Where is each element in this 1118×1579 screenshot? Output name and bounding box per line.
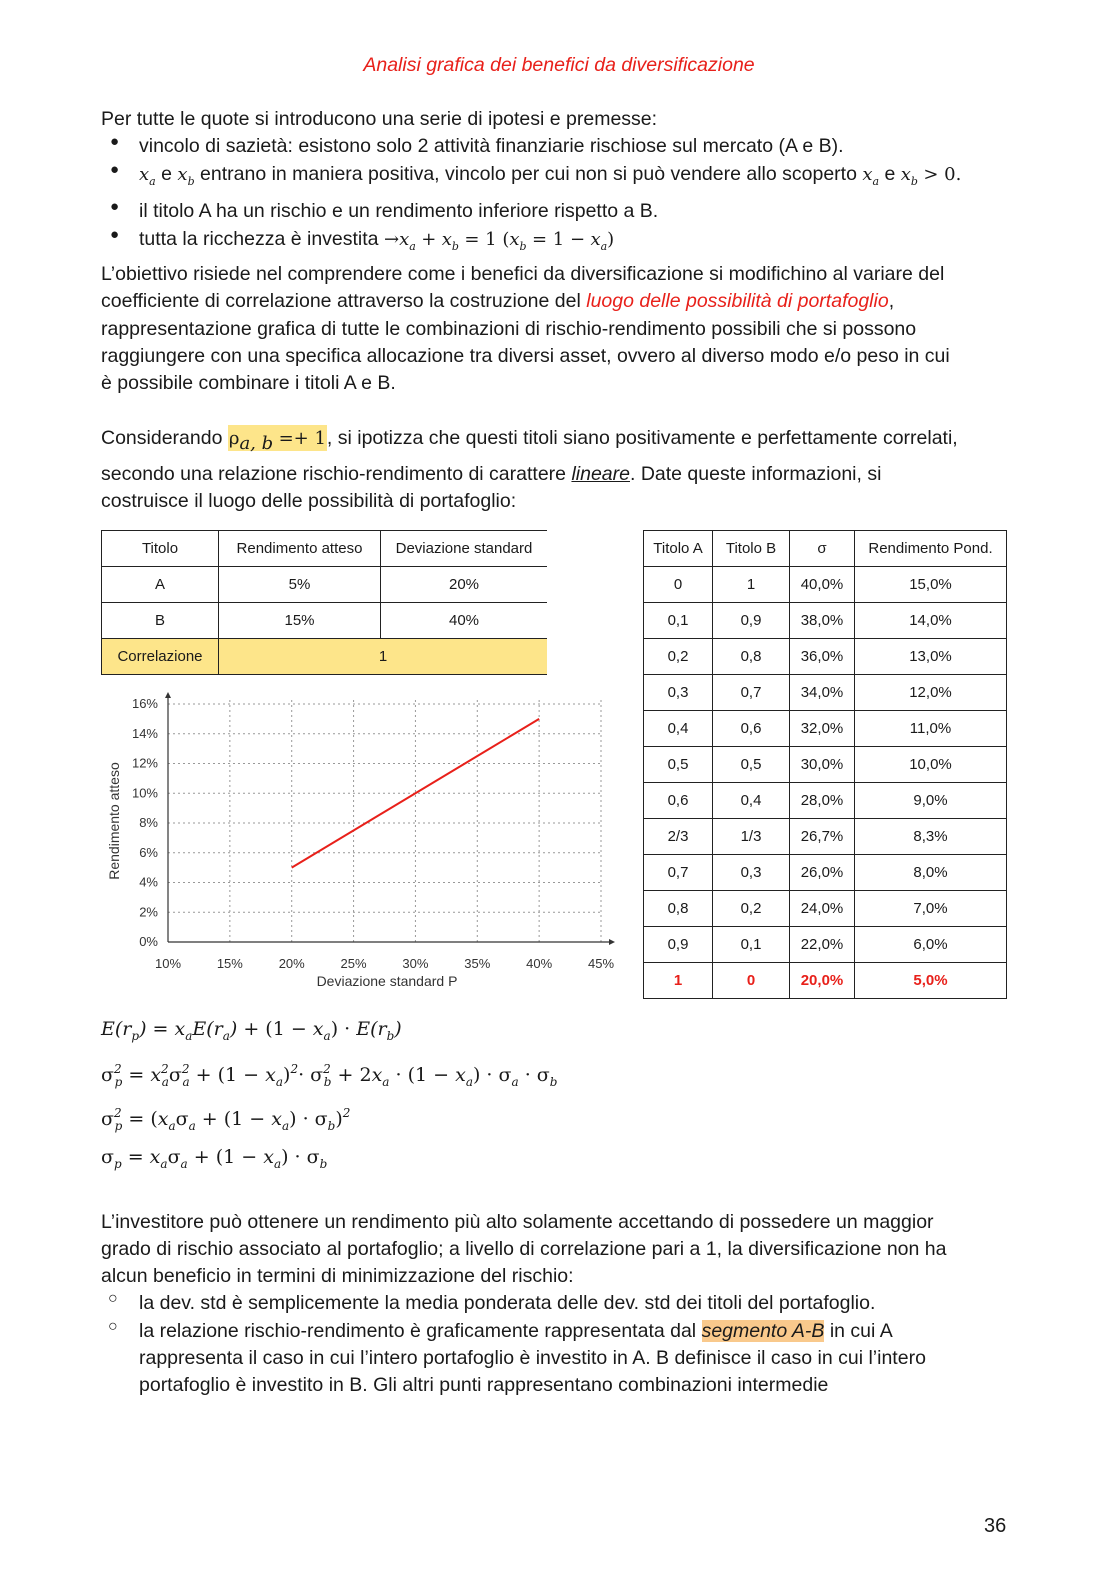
table-cell: 0,3 [713, 855, 790, 891]
para2-line2 [101, 461, 881, 488]
table-cell: 0,7 [713, 675, 790, 711]
table-cell: 28,0% [790, 783, 855, 819]
equation-variance: $\sigma^2_p = x^2_a\sigma^2_a + (1 - x_a)^2\cdot \sigma^2_b + 2x_a \cdot (1 - x_a) \cdot \sigma_a \cdot \sigma_b$ [101, 1062, 558, 1089]
chart-grid [168, 700, 601, 942]
table-header: Titolo [102, 531, 219, 567]
table-cell: 2/3 [644, 819, 713, 855]
table-cell: 30,0% [790, 747, 855, 783]
equation-variance-simplified: $\sigma^2_p = (x_a\sigma_a + (1 - x_a) \cdot \sigma_b)^2$ [101, 1106, 351, 1133]
bullet-dot: ● [110, 161, 120, 178]
table-cell: 34,0% [790, 675, 855, 711]
y-tick-label: 10% [131, 785, 158, 801]
sub-bullet-2-line3: portafoglio è investito in B. Gli altri punti rappresentano combinazioni intermedie [139, 1374, 829, 1396]
y-axis-arrow [165, 692, 171, 698]
y-tick-label: 0% [139, 934, 158, 949]
table-header: Rendimento atteso [219, 531, 381, 567]
table-cell: 1 [713, 567, 790, 603]
table-row [644, 891, 1007, 927]
bullet-dot: ● [110, 133, 120, 150]
x-axis-arrow [609, 939, 615, 945]
table-header: Rendimento Pond. [855, 531, 1007, 567]
x-tick-label: 35% [464, 956, 491, 971]
correlation-label: Correlazione [102, 639, 219, 675]
bullet-circle: ○ [108, 1318, 118, 1335]
page-number: 36 [984, 1515, 1007, 1537]
table-cell: 40% [381, 603, 548, 639]
para1-line5: è possibile combinare i titoli A e B. [101, 372, 396, 394]
para2-line1-b: , si ipotizza che questi titoli siano positivamente e perfettamente correlati, [326, 427, 958, 449]
table-cell: A [102, 567, 219, 603]
bullet-dot: ● [110, 198, 120, 215]
table-cell: 0,6 [713, 711, 790, 747]
luogo-link: luogo delle possibilità di portafoglio [586, 290, 889, 312]
table-cell: 0,7 [644, 855, 713, 891]
para1-line4: raggiungere con una specifica allocazione tra diversi asset, ovvero al diverso modo e/o peso in cui [101, 345, 950, 367]
table-cell: 10,0% [855, 747, 1007, 783]
chart-axes [165, 692, 615, 945]
correlation-value: 1 [219, 639, 548, 675]
table-cell: 11,0% [855, 711, 1007, 747]
table-cell: 1/3 [713, 819, 790, 855]
table-row [644, 783, 1007, 819]
table-row [644, 855, 1007, 891]
table-cell: 0,1 [713, 927, 790, 963]
table-row [644, 963, 1007, 999]
para2-line2-a: secondo una relazione rischio-rendimento di carattere [101, 463, 572, 485]
y-tick-label: 6% [139, 844, 158, 860]
y-tick-label: 16% [131, 696, 158, 711]
table-row [644, 567, 1007, 603]
table-cell: 20,0% [790, 963, 855, 999]
rho-formula: $\rho_{a, b} =+ 1$ [228, 425, 327, 451]
lineare-text: lineare [571, 463, 630, 485]
table-header: Deviazione standard [381, 531, 548, 567]
sub-bullet-2-c: in cui A [824, 1320, 893, 1342]
para1-line1: L’obiettivo risiede nel comprendere come i benefici da diversificazione si modifichino al variare del [101, 263, 945, 285]
table-cell: 0,9 [644, 927, 713, 963]
table-row [644, 675, 1007, 711]
table-row [102, 603, 548, 639]
x-tick-label: 30% [402, 956, 429, 971]
table-cell: 5% [219, 567, 381, 603]
table-cell: 0,5 [644, 747, 713, 783]
portfolio-table [643, 530, 1007, 999]
chart-ticks [132, 696, 614, 971]
table-cell: 0,6 [644, 783, 713, 819]
table-row [644, 747, 1007, 783]
y-tick-label: 2% [139, 904, 158, 920]
assets-table [101, 530, 547, 675]
x-tick-label: 10% [154, 956, 182, 971]
table-cell: 9,0% [855, 783, 1007, 819]
table-cell: 14,0% [855, 603, 1007, 639]
para2-line2-c: . Date queste informazioni, si [629, 463, 882, 485]
table-header: Titolo A [644, 531, 713, 567]
table-cell: 1 [644, 963, 713, 999]
table-cell: 22,0% [790, 927, 855, 963]
para2-line3: costruisce il luogo delle possibilità di portafoglio: [101, 490, 517, 512]
table-cell: 0,9 [713, 603, 790, 639]
table-cell: 0,2 [644, 639, 713, 675]
y-tick-label: 8% [139, 815, 158, 830]
table-row [644, 711, 1007, 747]
bullet-2-text: entrano in maniera positiva, vincolo per cui non si può vendere allo scoperto [200, 163, 857, 185]
table-cell: 0,4 [713, 783, 790, 819]
chart-x-label: Deviazione standard P [316, 973, 458, 989]
bullet-2: $x_a$ e $x_b$ entrano in maniera positiva, vincolo per cui non si può vendere allo scoperto $x_a$ e $x_b > 0$. [139, 163, 962, 188]
x-tick-label: 40% [526, 956, 553, 971]
table-header: Titolo B [713, 531, 790, 567]
y-tick-label: 14% [131, 725, 158, 741]
table-cell: 15% [219, 603, 381, 639]
table-header: σ [790, 531, 855, 567]
table-cell: 0,1 [644, 603, 713, 639]
x-tick-label: 25% [340, 956, 367, 971]
chart-y-label: Rendimento atteso [106, 762, 122, 880]
page-header: Analisi grafica dei benefici da diversificazione [363, 54, 755, 76]
table-cell: 13,0% [855, 639, 1007, 675]
table-cell: 0 [713, 963, 790, 999]
sub-bullet-1: la dev. std è semplicemente la media ponderata delle dev. std dei titoli del portafoglio. [139, 1292, 876, 1314]
table-cell: 0 [644, 567, 713, 603]
x-tick-label: 15% [216, 956, 243, 971]
table-cell: 0,2 [713, 891, 790, 927]
table-cell: B [102, 603, 219, 639]
table-row [644, 531, 1007, 567]
para2-line1-a: Considerando [101, 427, 228, 449]
table-cell: 36,0% [790, 639, 855, 675]
bullet-1: vincolo di sazietà: esistono solo 2 attività finanziarie rischiose sul mercato (A e B). [139, 135, 844, 157]
segmento-ab: segmento A-B [701, 1320, 825, 1342]
bullet-dot: ● [110, 226, 120, 243]
table-row [644, 639, 1007, 675]
table-cell: 5,0% [855, 963, 1007, 999]
para2-line1 [101, 425, 958, 457]
table-row [644, 603, 1007, 639]
table-cell: 7,0% [855, 891, 1007, 927]
table-row [102, 531, 548, 567]
sub-bullet-2-a: la relazione rischio-rendimento è graficamente rappresentata dal [139, 1320, 702, 1342]
x-tick-label: 45% [587, 956, 615, 971]
table-cell: 24,0% [790, 891, 855, 927]
portfolio-chart [101, 688, 621, 998]
intro-text: Per tutte le quote si introducono una serie di ipotesi e premesse: [101, 108, 658, 130]
table-cell: 26,0% [790, 855, 855, 891]
table-cell: 20% [381, 567, 548, 603]
table-cell: 12,0% [855, 675, 1007, 711]
table-row [102, 567, 548, 603]
y-tick-label: 12% [131, 755, 158, 771]
table-cell: 38,0% [790, 603, 855, 639]
table-cell: 0,4 [644, 711, 713, 747]
table-cell: 32,0% [790, 711, 855, 747]
table-row [102, 639, 548, 675]
table-row [644, 927, 1007, 963]
para1-line3: rappresentazione grafica di tutte le combinazioni di rischio-rendimento possibili che si possono [101, 318, 917, 340]
bullet-4: tutta la ricchezza è investita $\to x_a + x_b = 1$ $(x_b = 1 - x_a)$ [139, 228, 615, 253]
table-cell: 0,8 [713, 639, 790, 675]
table-cell: 0,8 [644, 891, 713, 927]
para3-line3: alcun beneficio in termini di minimizzazione del rischio: [101, 1265, 574, 1287]
bullet-3: il titolo A ha un rischio e un rendimento inferiore rispetto a B. [139, 200, 659, 222]
table-cell: 8,3% [855, 819, 1007, 855]
table-cell: 8,0% [855, 855, 1007, 891]
para1-line2-a: coefficiente di correlazione attraverso la costruzione del [101, 290, 587, 312]
equation-std: $\sigma_p = x_a\sigma_a + (1 - x_a) \cdot \sigma_b$ [101, 1146, 328, 1171]
table-cell: 26,7% [790, 819, 855, 855]
y-tick-label: 4% [139, 874, 158, 890]
table-row [644, 819, 1007, 855]
para3-line1: L’investitore può ottenere un rendimento più alto solamente accettando di possedere un maggior [101, 1211, 934, 1233]
bullet-circle: ○ [108, 1290, 118, 1307]
table-cell: 15,0% [855, 567, 1007, 603]
para3-line2: grado di rischio associato al portafoglio; a livello di correlazione pari a 1, la diversificazione non ha [101, 1238, 947, 1260]
table-cell: 40,0% [790, 567, 855, 603]
sub-bullet-2-line2: rappresenta il caso in cui l’intero portafoglio è investito in A. B definisce il caso in cui l’intero [139, 1347, 926, 1369]
table-cell: 0,3 [644, 675, 713, 711]
table-cell: 6,0% [855, 927, 1007, 963]
x-tick-label: 20% [278, 956, 305, 971]
equation-expected-return: $E(r_p) = x_aE(r_a) + (1 - x_a) \cdot E(r_b)$ [101, 1018, 402, 1043]
table-cell: 0,5 [713, 747, 790, 783]
para1-line2: coefficiente di correlazione attraverso la costruzione del luogo delle possibilità di portafoglio, [101, 290, 895, 312]
bullet-4-text: tutta la ricchezza è investita [139, 228, 379, 250]
sub-bullet-2 [139, 1318, 893, 1345]
